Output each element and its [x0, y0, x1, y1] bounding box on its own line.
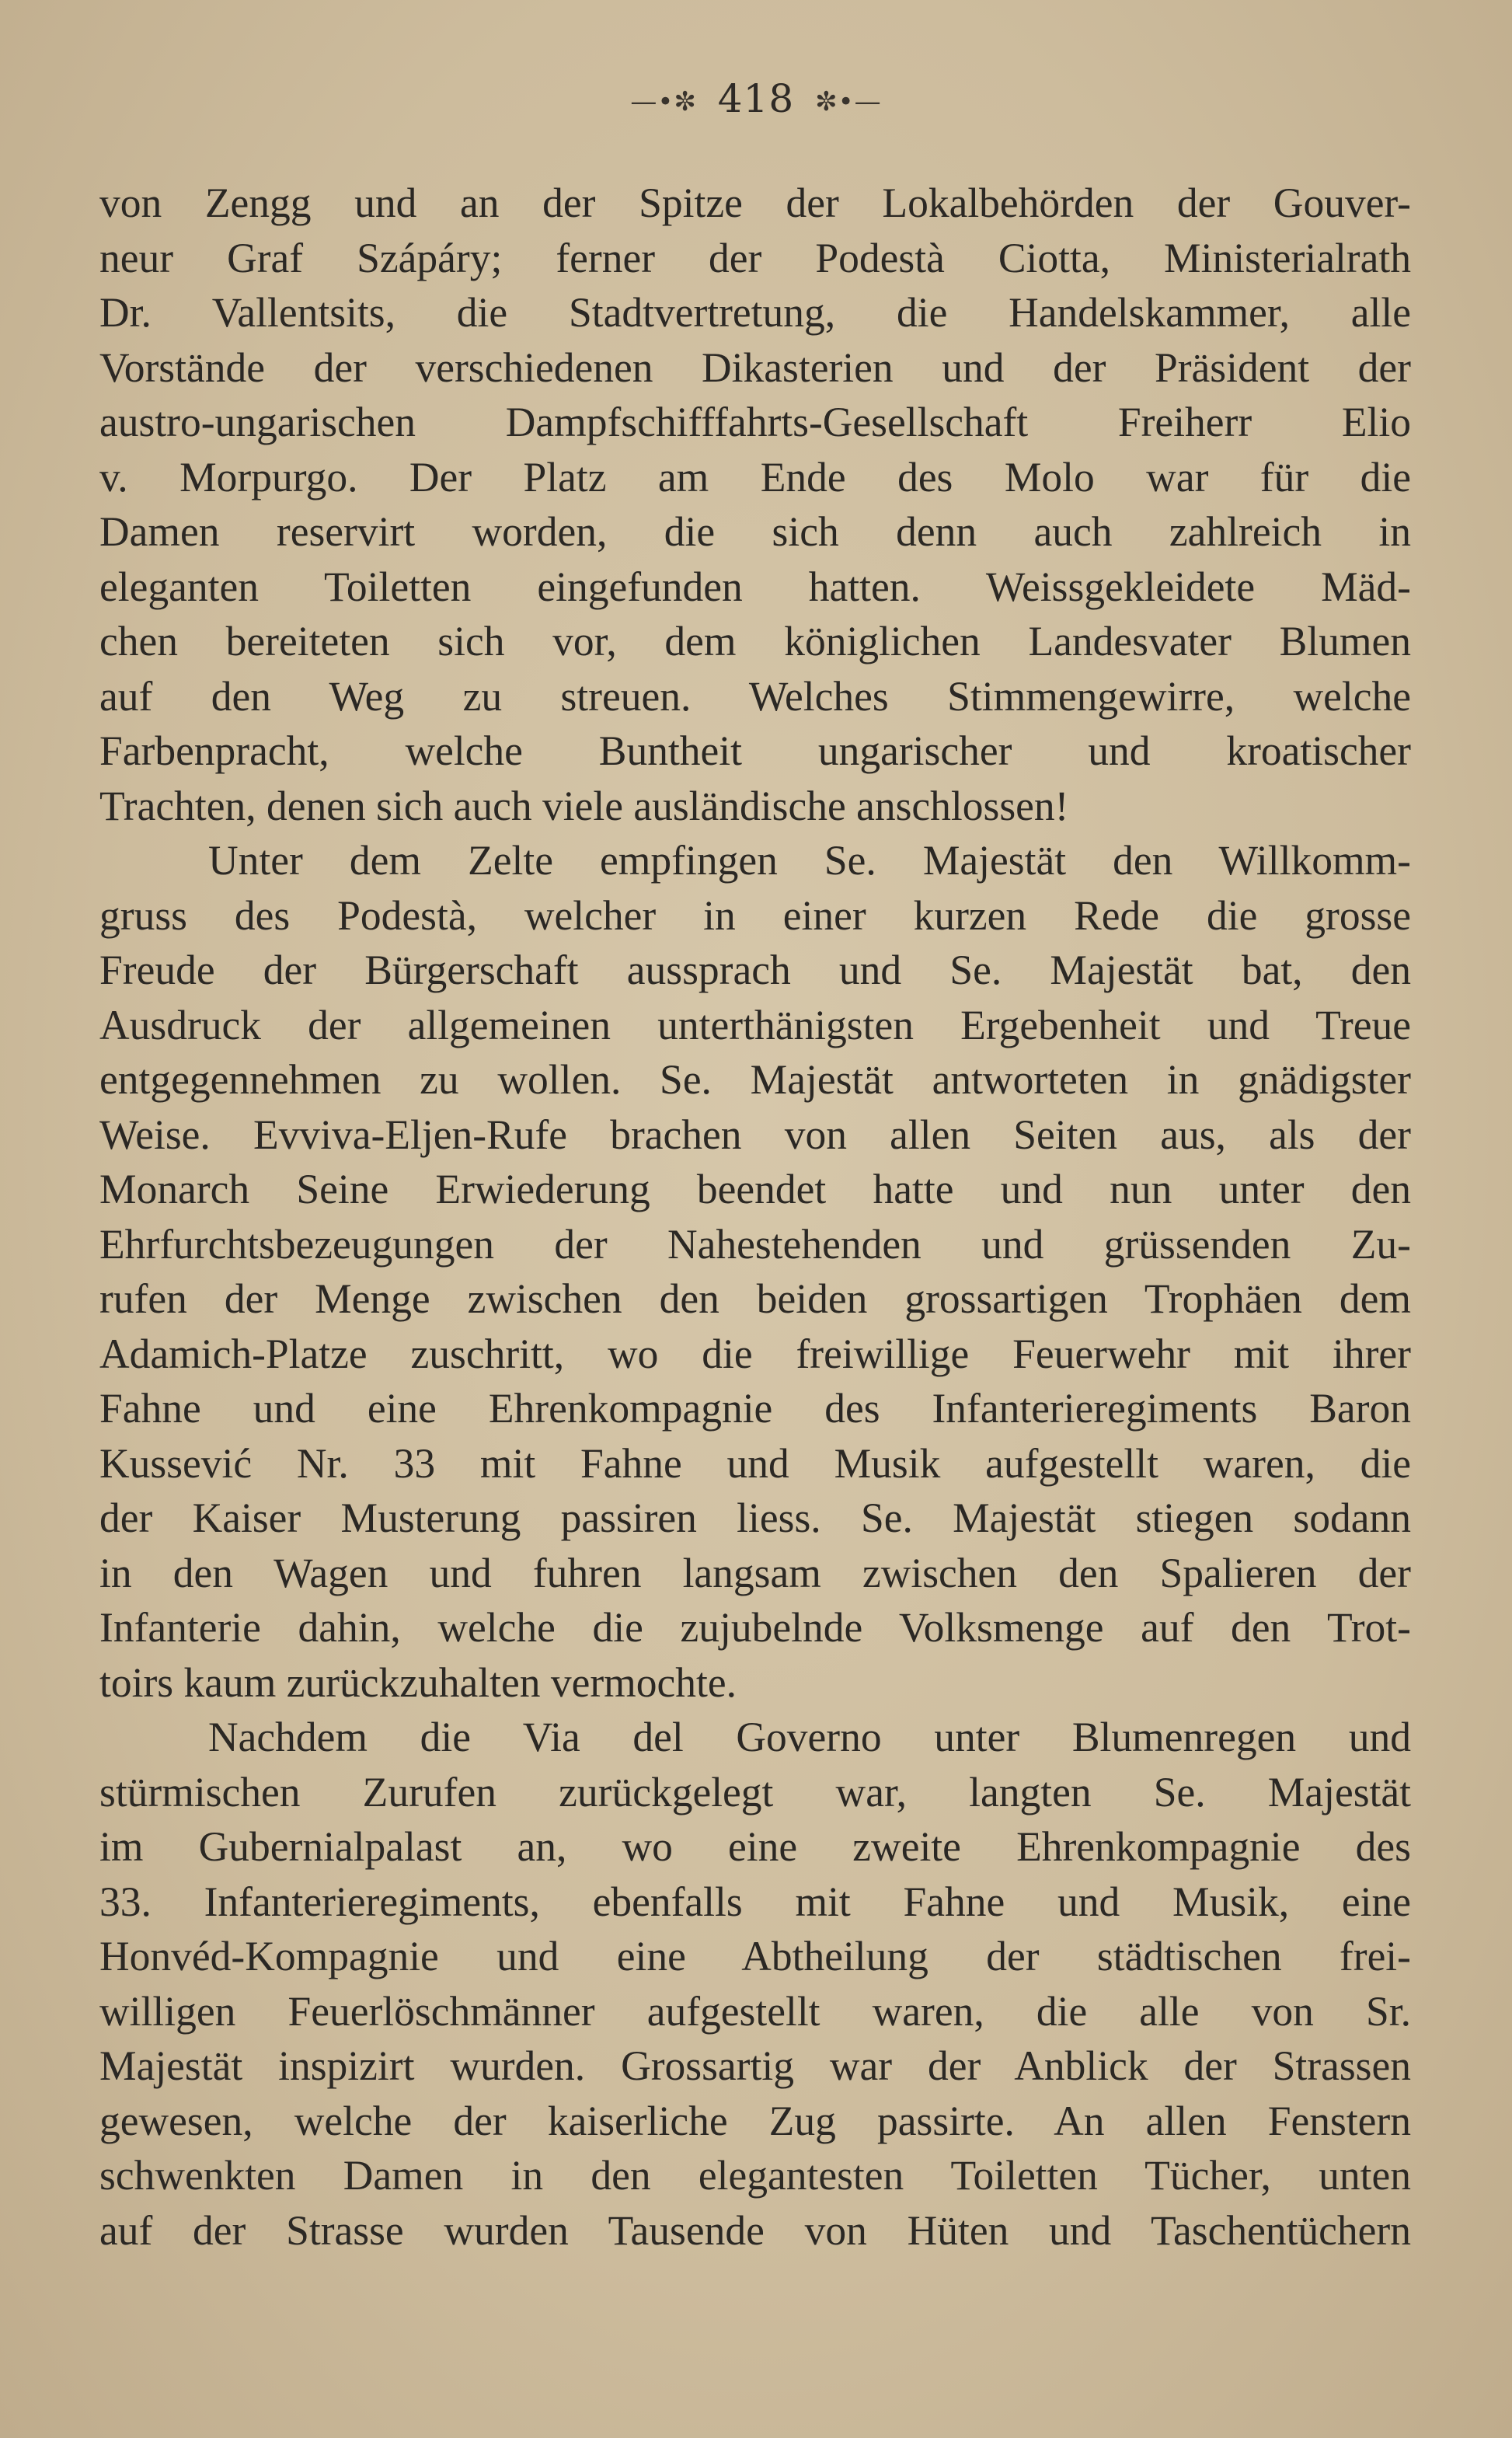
text-line: Infanterie dahin, welche die zujubelnde Volksmenge auf den Trot- [99, 1604, 1411, 1651]
text-line: rufen der Menge zwischen den beiden grossartigen Trophäen dem [99, 1275, 1411, 1322]
ornament-right: ✼•— [815, 86, 882, 117]
text-line: auf der Strasse wurden Tausende von Hüten und Taschentüchern [99, 2206, 1411, 2254]
text-line: Adamich-Platze zuschritt, wo die freiwillige Feuerwehr mit ihrer [99, 1330, 1411, 1377]
text-line: austro-ungarischen Dampfschifffahrts-Gesellschaft Freiherr Elio [99, 399, 1411, 445]
text-line: Weise. Evviva-Eljen-Rufe brachen von allen Seiten aus, als der [99, 1111, 1411, 1158]
page-header [0, 76, 1512, 121]
text-line: Fahne und eine Ehrenkompagnie des Infanterieregiments Baron [99, 1385, 1411, 1432]
body-text [99, 176, 1411, 2258]
paragraph-3 [99, 1710, 1411, 2258]
text-line: von Zengg und an der Spitze der Lokalbehörden der Gouver- [99, 180, 1411, 226]
text-line: Trachten, denen sich auch viele ausländische anschlossen! [99, 782, 1069, 829]
text-line: Ehrfurchtsbezeugungen der Nahestehenden und grüssenden Zu- [99, 1220, 1411, 1268]
text-line: Farbenpracht, welche Buntheit ungarischer und kroatischer [99, 727, 1411, 774]
text-line: Ausdruck der allgemeinen unterthänigsten Ergebenheit und Treue [99, 1001, 1411, 1048]
text-line: Monarch Seine Erwiederung beendet hatte und nun unter den [99, 1166, 1411, 1212]
text-line: v. Morpurgo. Der Platz am Ende des Molo war für die [99, 453, 1411, 501]
text-line: eleganten Toiletten eingefunden hatten. Weissgekleidete Mäd- [99, 563, 1411, 610]
text-line: gewesen, welche der kaiserliche Zug passirte. An allen Fenstern [99, 2097, 1411, 2144]
paragraph-1 [99, 176, 1411, 833]
text-line: Vorstände der verschiedenen Dikasterien und der Präsident der [99, 344, 1411, 391]
text-line: gruss des Podestà, welcher in einer kurzen Rede die grosse [99, 891, 1411, 939]
text-line: stürmischen Zurufen zurückgelegt war, langten Se. Majestät [99, 1768, 1411, 1815]
text-line: Dr. Vallentsits, die Stadtvertretung, die Handelskammer, alle [99, 289, 1411, 336]
text-line: Kussević Nr. 33 mit Fahne und Musik aufgestellt waren, die [99, 1439, 1411, 1487]
text-line: neur Graf Szápáry; ferner der Podestà Ciotta, Ministerialrath [99, 234, 1411, 281]
text-line: Freude der Bürgerschaft aussprach und Se. Majestät bat, den [99, 947, 1411, 993]
text-line: 33. Infanterieregiments, ebenfalls mit Fahne und Musik, eine [99, 1878, 1411, 1925]
paragraph-2 [99, 833, 1411, 1710]
text-line: willigen Feuerlöschmänner aufgestellt waren, die alle von Sr. [99, 1987, 1411, 2035]
text-line: im Gubernialpalast an, wo eine zweite Ehrenkompagnie des [99, 1823, 1411, 1870]
ornament-left: —•✼ [630, 86, 697, 117]
text-line: Unter dem Zelte empfingen Se. Majestät den Willkomm- [208, 837, 1411, 884]
page-number: 418 [717, 76, 795, 121]
text-line: Honvéd-Kompagnie und eine Abtheilung der städtischen frei- [99, 1933, 1411, 1979]
text-line: Damen reservirt worden, die sich denn auch zahlreich in [99, 508, 1411, 555]
text-line: auf den Weg zu streuen. Welches Stimmengewirre, welche [99, 672, 1411, 720]
text-line: chen bereiteten sich vor, dem königlichen Landesvater Blumen [99, 618, 1411, 664]
text-line: entgegennehmen zu wollen. Se. Majestät antworteten in gnädigster [99, 1056, 1411, 1103]
text-line: Nachdem die Via del Governo unter Blumenregen und [208, 1714, 1411, 1760]
text-line: in den Wagen und fuhren langsam zwischen den Spalieren der [99, 1549, 1411, 1596]
text-line: toirs kaum zurückzuhalten vermochte. [99, 1658, 737, 1706]
text-line: Majestät inspizirt wurden. Grossartig war der Anblick der Strassen [99, 2042, 1411, 2089]
text-line: der Kaiser Musterung passiren liess. Se. Majestät stiegen sodann [99, 1495, 1411, 1541]
text-line: schwenkten Damen in den elegantesten Toiletten Tücher, unten [99, 2152, 1411, 2199]
